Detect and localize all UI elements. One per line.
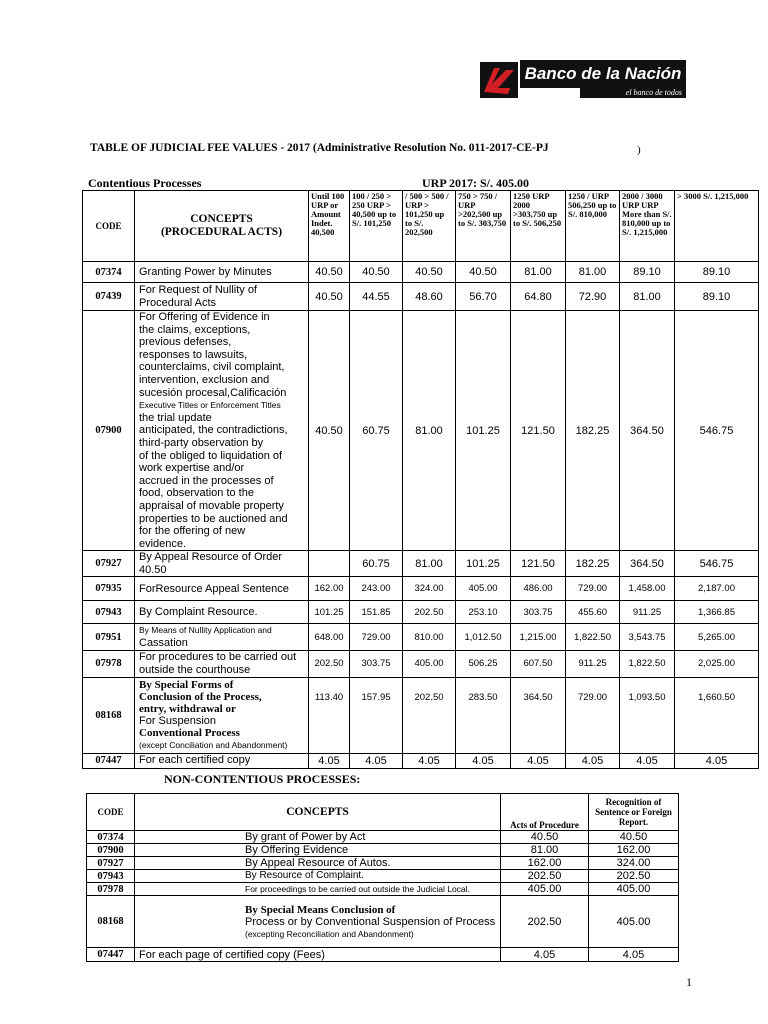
fee-cell: 4.05	[675, 753, 759, 768]
row-concept	[135, 896, 501, 948]
concept-line: By Special Forms of	[139, 678, 234, 691]
fee-cell	[309, 551, 350, 577]
fee-cell: 40.50	[309, 262, 350, 283]
fee-cell: 60.75	[350, 551, 403, 577]
fee-cell: 182.25	[566, 551, 620, 577]
table-row	[83, 283, 759, 311]
fee-cell: 40.50	[350, 262, 403, 283]
fee-cell: 89.10	[675, 283, 759, 311]
row-code: 07927	[83, 551, 135, 577]
range-header: > 3000 S/. 1,215,000	[675, 191, 759, 262]
fee-cell: 72.90	[566, 283, 620, 311]
table-row	[87, 896, 679, 948]
fee-cell: 1,660.50	[675, 677, 759, 753]
row-code: 07927	[87, 857, 135, 870]
fee-cell: 303.75	[511, 601, 566, 624]
fee-cell: 101.25	[309, 601, 350, 624]
row-concept: For each certified copy	[135, 753, 309, 768]
row-code: 07439	[83, 283, 135, 311]
row-concept	[135, 677, 309, 753]
concept-line: Process or by Conventional Suspension of Process	[245, 915, 496, 928]
page-title: TABLE OF JUDICIAL FEE VALUES - 2017 (Administrative Resolution No. 011-2017-CE-PJ	[90, 142, 549, 154]
concepts-header: CONCEPTS	[135, 794, 501, 831]
row-concept: For proceedings to be carried out outside the Judicial Local.	[135, 883, 501, 896]
row-code: 07978	[87, 883, 135, 896]
row-concept: Granting Power by Minutes	[135, 262, 309, 283]
row-concept: By Appeal Resource of Autos.	[135, 857, 501, 870]
fee-cell: 1,093.50	[620, 677, 675, 753]
fee-cell: 253.10	[456, 601, 511, 624]
concept-line: For Offering of Evidence in	[139, 311, 270, 323]
fee-cell: 121.50	[511, 311, 566, 551]
fee-cell: 81.00	[620, 283, 675, 311]
recognition-cell: 405.00	[589, 896, 679, 948]
recognition-cell: 40.50	[589, 831, 679, 844]
fee-cell: 810.00	[403, 624, 456, 650]
fee-cell: 648.00	[309, 624, 350, 650]
section-heading-contentious: Contentious Processes	[88, 176, 202, 190]
code-header: CODE	[83, 191, 135, 262]
fee-cell: 101.25	[456, 551, 511, 577]
recognition-cell: 405.00	[589, 883, 679, 896]
range-header: Until 100 URP or Amount Indet. 40,500	[309, 191, 350, 262]
row-code: 07374	[83, 262, 135, 283]
concept-line: sucesión procesal,Calificación	[139, 386, 287, 399]
table-row	[87, 831, 679, 844]
recognition-cell: 202.50	[589, 870, 679, 883]
row-concept: By Offering Evidence	[135, 844, 501, 857]
concept-line: For Suspension	[139, 714, 217, 727]
title-close-paren: )	[637, 144, 641, 156]
fee-cell: 729.00	[566, 577, 620, 601]
fee-cell: 364.50	[620, 311, 675, 551]
row-code: 07943	[87, 870, 135, 883]
fee-cell: 5,265.00	[675, 624, 759, 650]
fee-cell: 1,822.50	[620, 650, 675, 677]
concept-line: Conventional Process	[139, 727, 240, 740]
acts-cell: 202.50	[501, 896, 589, 948]
fee-cell: 324.00	[403, 577, 456, 601]
fee-cell: 405.00	[456, 577, 511, 601]
fee-cell: 364.50	[511, 677, 566, 753]
fee-cell: 162.00	[309, 577, 350, 601]
urp-value: URP 2017: S/. 405.00	[422, 176, 530, 190]
fee-cell: 911.25	[620, 601, 675, 624]
fee-cell: 506.25	[456, 650, 511, 677]
fee-cell: 1,822.50	[566, 624, 620, 650]
row-concept: By Resource of Complaint.	[135, 870, 501, 883]
concept-line: counterclaims, civil complaint,	[139, 361, 285, 374]
fee-cell: 4.05	[350, 753, 403, 768]
logo-mark-icon	[480, 62, 518, 98]
fee-cell: 89.10	[675, 262, 759, 283]
fee-cell: 2,187.00	[675, 577, 759, 601]
concept-line: anticipated, the contradictions,	[139, 424, 288, 437]
fee-cell: 455.60	[566, 601, 620, 624]
recognition-cell: 324.00	[589, 857, 679, 870]
table-row	[83, 677, 759, 753]
fee-cell: 64.80	[511, 283, 566, 311]
concept-line: By Means of Nullity Application and	[139, 625, 272, 636]
fee-cell: 113.40	[309, 677, 350, 753]
row-code: 07978	[83, 650, 135, 677]
concept-line: responses to lawsuits,	[139, 348, 248, 361]
range-header: 100 / 250 > 250 URP > 40,500 up to S/. 101,250	[350, 191, 403, 262]
row-concept	[135, 624, 309, 650]
acts-cell: 81.00	[501, 844, 589, 857]
row-concept: For each page of certified copy (Fees)	[135, 948, 501, 962]
non-contentious-fee-table	[86, 793, 679, 962]
table-row	[83, 577, 759, 601]
range-header: 1250 URP 2000 >303,750 up to S/. 506,250	[511, 191, 566, 262]
page-number: 1	[686, 975, 692, 989]
fee-cell: 1,366.85	[675, 601, 759, 624]
concept-line: Conclusion of the Process,	[139, 690, 262, 703]
row-code: 07943	[83, 601, 135, 624]
range-header: 750 > 750 / URP >202,500 up to S/. 303,750	[456, 191, 511, 262]
fee-cell: 40.50	[309, 311, 350, 551]
concept-line: work expertise and/or	[139, 462, 245, 475]
acts-cell: 4.05	[501, 948, 589, 962]
fee-cell: 546.75	[675, 551, 759, 577]
fee-cell: 2,025.00	[675, 650, 759, 677]
row-code: 07935	[83, 577, 135, 601]
fee-cell: 89.10	[620, 262, 675, 283]
fee-cell: 4.05	[620, 753, 675, 768]
fee-cell: 4.05	[309, 753, 350, 768]
acts-cell: 405.00	[501, 883, 589, 896]
row-code: 07447	[83, 753, 135, 768]
row-concept	[135, 311, 309, 551]
table-row	[83, 650, 759, 677]
fee-cell: 81.00	[511, 262, 566, 283]
concept-line: Executive Titles or Enforcement Titles	[139, 400, 281, 411]
concept-line: By Special Means Conclusion of	[245, 903, 396, 916]
table-row	[87, 883, 679, 896]
range-header: 1250 / URP 506,250 up to S/. 810,000	[566, 191, 620, 262]
table-row	[87, 857, 679, 870]
table-header-row	[83, 191, 759, 262]
concept-line: Cassation	[139, 637, 188, 650]
concept-line: food, observation to the	[139, 487, 254, 500]
row-concept: By Complaint Resource.	[135, 601, 309, 624]
fee-cell: 202.50	[403, 677, 456, 753]
row-code: 08168	[83, 677, 135, 753]
fee-cell: 48.60	[403, 283, 456, 311]
concepts-header-line1: CONCEPTS	[190, 213, 253, 225]
fee-cell: 546.75	[675, 311, 759, 551]
concept-line: (except Conciliation and Abandonment)	[139, 740, 288, 751]
row-code: 07900	[87, 844, 135, 857]
fee-cell: 911.25	[566, 650, 620, 677]
fee-cell: 729.00	[566, 677, 620, 753]
row-code: 07447	[87, 948, 135, 962]
fee-cell: 4.05	[456, 753, 511, 768]
code-header: CODE	[87, 794, 135, 831]
fee-cell: 4.05	[511, 753, 566, 768]
fee-cell: 56.70	[456, 283, 511, 311]
fee-cell: 4.05	[403, 753, 456, 768]
fee-cell: 40.50	[309, 283, 350, 311]
fee-cell: 607.50	[511, 650, 566, 677]
range-header: 2000 / 3000 URP URP More than S/. 810,000 up to S/. 1,215,000	[620, 191, 675, 262]
fee-cell: 121.50	[511, 551, 566, 577]
table-row	[83, 753, 759, 768]
concept-line: intervention, exclusion and	[139, 373, 270, 386]
concept-line: of the obliged to liquidation of	[139, 449, 283, 462]
table-header-row	[87, 794, 679, 831]
fee-cell: 1,458.00	[620, 577, 675, 601]
fee-cell: 1,215.00	[511, 624, 566, 650]
concept-line: third-party observation by	[139, 436, 264, 449]
table-row	[83, 601, 759, 624]
concept-line: the trial update	[139, 411, 212, 424]
concept-line: previous defenses,	[139, 336, 232, 349]
concept-line: appraisal of movable property	[139, 499, 284, 512]
fee-cell: 202.50	[309, 650, 350, 677]
table-row	[83, 262, 759, 283]
recognition-header: Recognition of Sentence or Foreign Report.	[589, 794, 679, 831]
fee-cell: 151.85	[350, 601, 403, 624]
acts-cell: 40.50	[501, 831, 589, 844]
row-code: 07900	[83, 311, 135, 551]
contentious-fee-table	[82, 190, 759, 769]
fee-cell: 182.25	[566, 311, 620, 551]
acts-cell: 162.00	[501, 857, 589, 870]
row-concept: By Appeal Resource of Order 40.50	[135, 551, 309, 577]
table-row	[87, 844, 679, 857]
recognition-cell: 162.00	[589, 844, 679, 857]
concept-line: the claims, exceptions,	[139, 323, 251, 336]
fee-cell: 157.95	[350, 677, 403, 753]
row-concept: ForResource Appeal Sentence	[135, 577, 309, 601]
fee-cell: 202.50	[403, 601, 456, 624]
logo-name: Banco de la Nación	[520, 60, 686, 88]
acts-cell: 202.50	[501, 870, 589, 883]
concept-line: accrued in the processes of	[139, 474, 274, 487]
fee-cell: 60.75	[350, 311, 403, 551]
fee-cell: 40.50	[403, 262, 456, 283]
logo-tagline: el banco de todos	[580, 88, 686, 98]
fee-cell: 364.50	[620, 551, 675, 577]
fee-cell: 729.00	[350, 624, 403, 650]
fee-cell: 405.00	[403, 650, 456, 677]
table-row	[83, 311, 759, 551]
fee-cell: 81.00	[403, 311, 456, 551]
row-code: 07951	[83, 624, 135, 650]
fee-cell: 44.55	[350, 283, 403, 311]
fee-cell: 283.50	[456, 677, 511, 753]
concepts-header	[135, 191, 309, 262]
fee-cell: 303.75	[350, 650, 403, 677]
concept-line: (excepting Reconciliation and Abandonment)	[245, 928, 414, 939]
concept-line: entry, withdrawal or	[139, 702, 236, 715]
concept-line: evidence.	[139, 537, 187, 550]
row-code: 07374	[87, 831, 135, 844]
acts-header: Acts of Procedure	[501, 794, 589, 831]
range-header: / 500 > 500 / URP > 101,250 up to S/. 202,500	[403, 191, 456, 262]
bank-logo	[480, 60, 686, 100]
fee-cell: 243.00	[350, 577, 403, 601]
fee-cell: 81.00	[403, 551, 456, 577]
row-code: 08168	[87, 896, 135, 948]
fee-cell: 40.50	[456, 262, 511, 283]
fee-cell: 101.25	[456, 311, 511, 551]
row-concept: By grant of Power by Act	[135, 831, 501, 844]
table-row	[87, 870, 679, 883]
table-row	[83, 624, 759, 650]
recognition-cell: 4.05	[589, 948, 679, 962]
fee-cell: 486.00	[511, 577, 566, 601]
row-concept: For Request of Nullity of Procedural Acts	[135, 283, 309, 311]
fee-cell: 1,012.50	[456, 624, 511, 650]
fee-cell: 4.05	[566, 753, 620, 768]
fee-cell: 81.00	[566, 262, 620, 283]
concept-line: for the offering of new	[139, 525, 246, 538]
section-heading-non-contentious: NON-CONTENTIOUS PROCESSES:	[164, 772, 361, 786]
fee-cell: 3,543.75	[620, 624, 675, 650]
concepts-header-line2: (PROCEDURAL ACTS)	[160, 226, 283, 238]
concept-line: properties to be auctioned and	[139, 512, 288, 525]
row-concept: For procedures to be carried out outside the courthouse	[135, 650, 309, 677]
table-row	[87, 948, 679, 962]
table-row	[83, 551, 759, 577]
